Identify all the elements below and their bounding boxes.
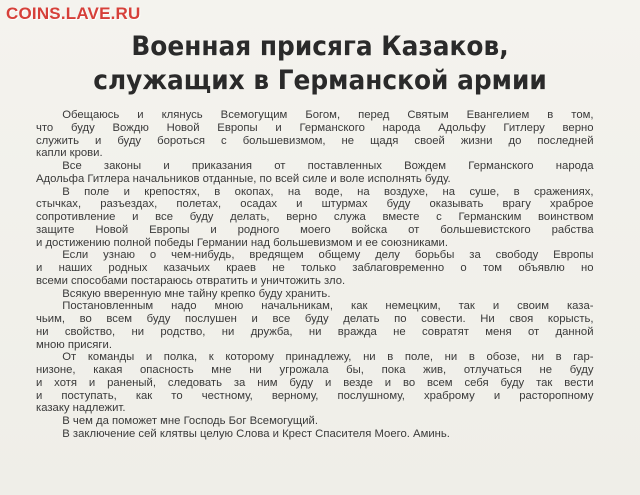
oath-line: мною присяги. bbox=[36, 338, 112, 351]
title-line-1: Военная присяга Казаков, bbox=[131, 31, 509, 62]
oath-line: низоне, какая опасность мне ни угрожала бы, пока жив, отлучаться не буду bbox=[36, 364, 594, 376]
oath-text bbox=[36, 109, 594, 441]
oath-line: что буду Вождю Новой Европы и Германского народа Адольфу Гитлеру верно bbox=[36, 121, 594, 134]
oath-line: Все законы и приказания от поставленных Вождем Германского народа bbox=[62, 160, 594, 172]
oath-line: Обещаюсь и клянусь Всемогущим Богом, перед Святым Евангелием в том, bbox=[62, 109, 594, 121]
oath-line: служить и буду бороться с большевизмом, не щадя своей жизни до последней bbox=[36, 134, 594, 147]
oath-line: казаку надлежит. bbox=[36, 402, 126, 415]
oath-line: Адольфа Гитлера начальников отданные, по всей силе и воле исполнять буду. bbox=[36, 172, 451, 185]
oath-line: и наших родных казачьих краев не только заблаговременно о том объявлю но bbox=[36, 262, 594, 274]
oath-line: От команды и полка, к которому принадлежу, ни в поле, ни в обозе, ни в гар- bbox=[62, 351, 594, 364]
oath-line: Если узнаю о чем-нибудь, вредящем общему делу борьбы за свободу Европы bbox=[62, 249, 594, 262]
oath-line: защите Новой Европы и родного моего войска от большевистского рабства bbox=[36, 223, 594, 236]
oath-line: и достижению полной победы Германии над большевизмом и ее союзниками. bbox=[36, 236, 449, 249]
oath-line: В заключение сей клятвы целую Слова и Крест Спасителя Моего. Аминь. bbox=[62, 427, 450, 440]
oath-line: и хотя и раненый, следовать за ним буду и везде и во всем себя буду так вести bbox=[36, 376, 594, 389]
title-line-2: служащих в Германской армии bbox=[93, 65, 547, 96]
oath-line: и поступать, как то честному, верному, послушному, храброму и расторопному bbox=[36, 389, 594, 402]
oath-line: всеми способами постараюсь отвратить и уничтожить зло. bbox=[36, 274, 346, 287]
page-title bbox=[62, 30, 577, 98]
oath-line: стычках, разъездах, полетах, осадах и штурмах буду оказывать врагу храброе bbox=[36, 198, 594, 211]
oath-line: чьим, во всем буду послушен и все буду делать по совести. Ни своя корысть, bbox=[36, 313, 594, 325]
oath-line: ни свойство, ни родство, ни дружба, ни вражда не совратят меня от данной bbox=[36, 325, 594, 338]
oath-line: Постановленным надо мною начальникам, как немецким, так и своим каза- bbox=[62, 300, 594, 313]
oath-line: В чем да поможет мне Господь Бог Всемогущий. bbox=[62, 415, 318, 427]
oath-line: Всякую вверенную мне тайну крепко буду хранить. bbox=[62, 287, 331, 300]
oath-line: В поле и крепостях, в окопах, на воде, на воздухе, на суше, в сражениях, bbox=[62, 185, 594, 198]
oath-line: сопротивление и все буду делать, верно служа вместе с Германским воинством bbox=[36, 211, 594, 223]
oath-line: капли крови. bbox=[36, 147, 103, 160]
site-watermark: COINS.LAVE.RU bbox=[6, 4, 141, 23]
